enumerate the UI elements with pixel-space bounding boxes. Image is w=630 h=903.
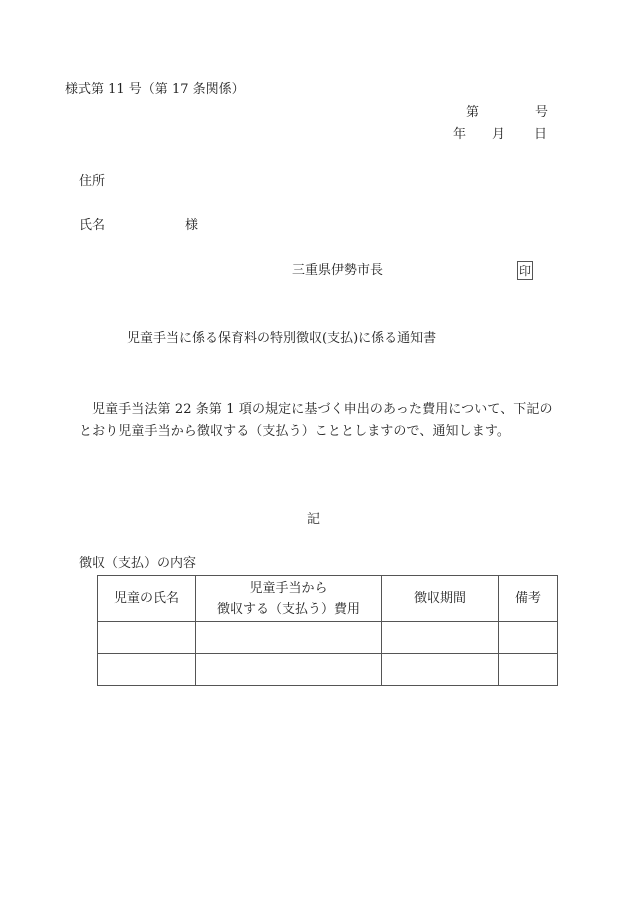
document-number-suffix: 号 [535,105,549,120]
seal-icon: 印 [517,261,533,280]
header-period [382,576,499,622]
document-title: 児童手当に係る保育料の特別徴収(支払)に係る通知書 [127,331,437,346]
header-fee [196,576,382,622]
table-cell[interactable] [196,622,382,654]
table-cell[interactable] [98,654,196,686]
date-year-label: 年 [453,127,467,142]
table-cell[interactable] [499,654,558,686]
table-cell[interactable] [499,622,558,654]
date-day-label: 日 [534,127,548,142]
document-number-prefix: 第 [466,105,480,120]
header-label-line1: 児童手当から [249,580,328,596]
name-label: 氏名 [79,218,106,233]
header-child-name [98,576,196,622]
table-cell[interactable] [382,622,499,654]
table-cell[interactable] [382,654,499,686]
header-label-line2: 徴収する（支払う）費用 [216,601,360,617]
date-month-label: 月 [492,127,506,142]
header-remarks [499,576,558,622]
ki-marker: 記 [307,512,321,527]
table-row [98,654,558,686]
table-row [98,622,558,654]
table-header-row [98,576,558,622]
form-number: 様式第 11 号（第 17 条関係） [65,82,245,97]
honorific: 様 [185,218,199,233]
header-label: 備考 [514,591,541,606]
table-cell[interactable] [196,654,382,686]
section-label: 徴収（支払）の内容 [79,556,197,571]
content-table [97,575,558,686]
address-label: 住所 [79,174,106,189]
issuer-name: 三重県伊勢市長 [292,263,384,278]
table-cell[interactable] [98,622,196,654]
body-paragraph: 児童手当法第 22 条第 1 項の規定に基づく申出のあった費用について、下記のとおり児童手当から徴収する（支払う）こととしますので、通知します。 [79,402,553,439]
header-label: 児童の氏名 [113,591,179,606]
header-label: 徴収期間 [413,591,466,606]
